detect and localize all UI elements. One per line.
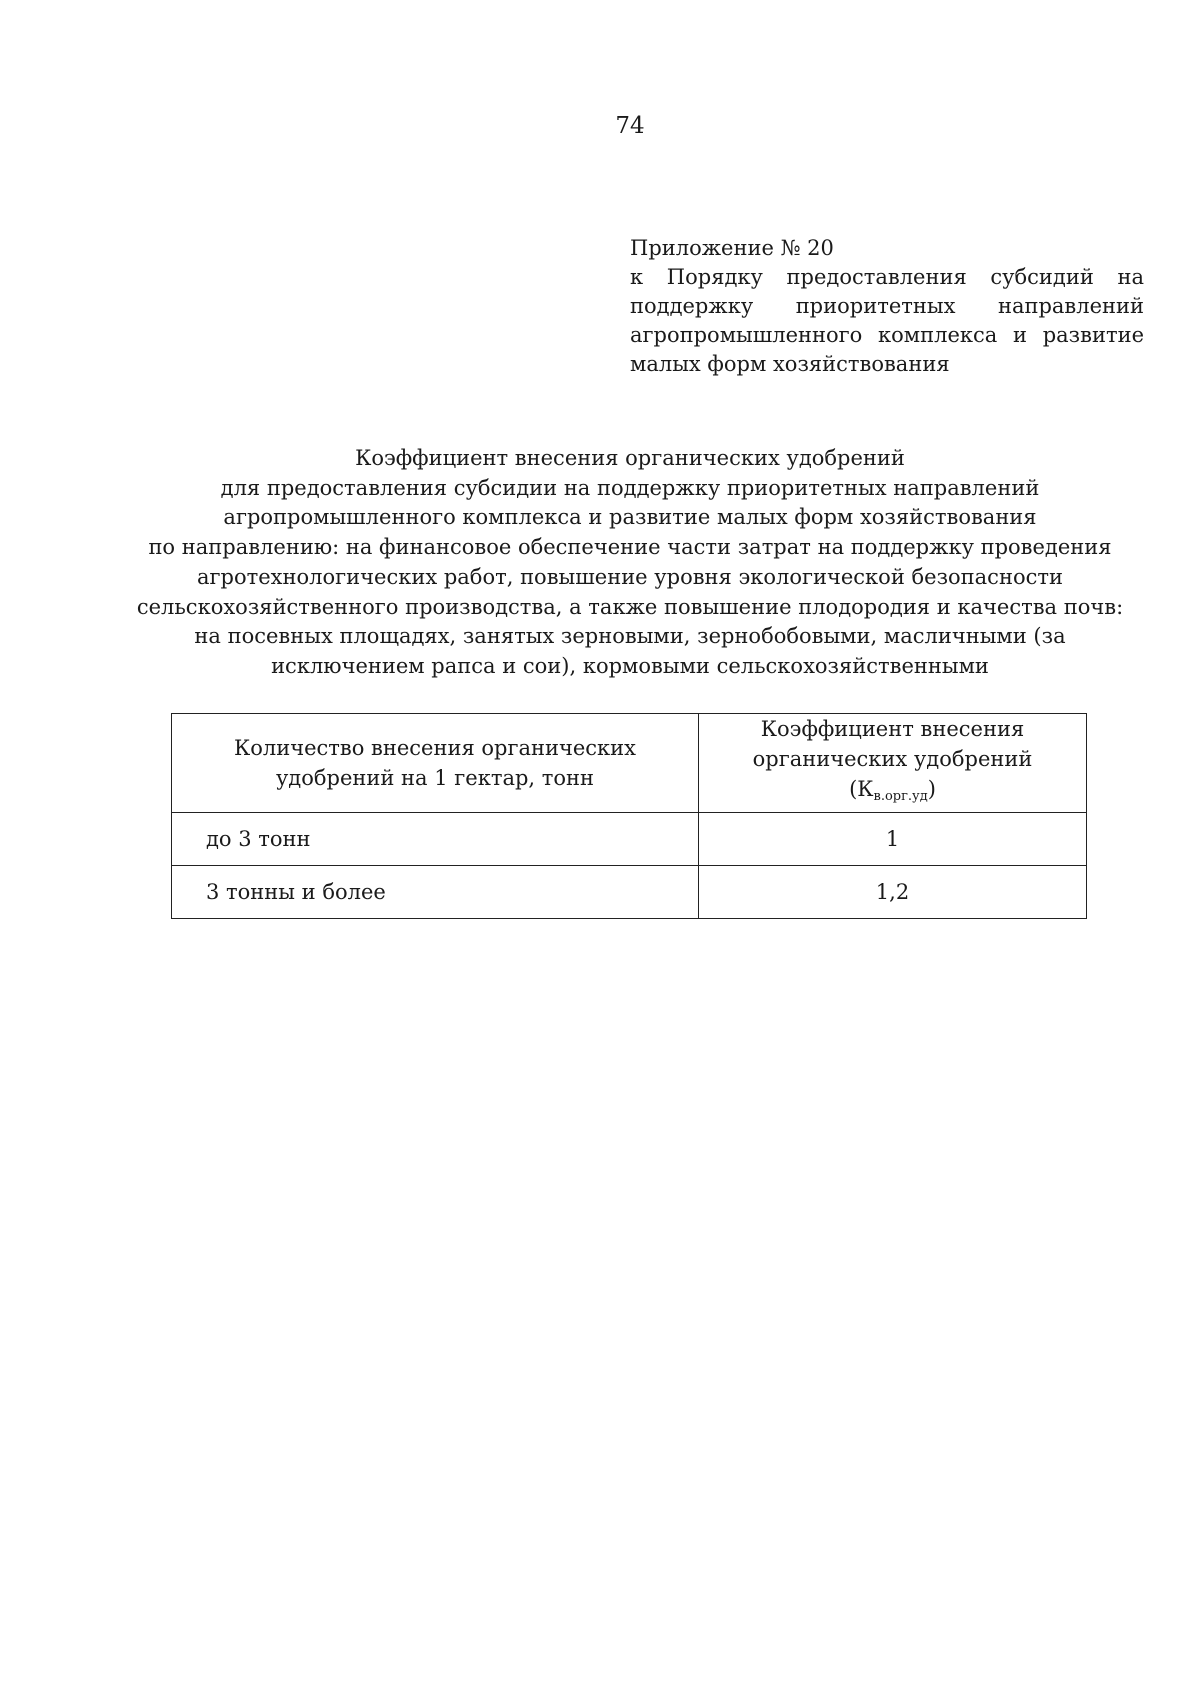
title-line: по направлению: на финансовое обеспечение части затрат на поддержку проведения bbox=[148, 535, 1112, 560]
table-row bbox=[172, 866, 1087, 919]
appendix-text: к Порядку предоставления субсидий на поддержку приоритетных направлений агропромышленного комплекса и развитие малых форм хозяйствования bbox=[630, 265, 1144, 376]
title-line: Коэффициент внесения органических удобрений bbox=[355, 446, 905, 470]
cell-coefficient: 1,2 bbox=[699, 866, 1087, 919]
title-line: агротехнологических работ, повышение уровня экологической безопасности bbox=[197, 564, 1063, 589]
title-line: на посевных площадях, занятых зерновыми, зернобобовыми, масличными (за bbox=[194, 624, 1066, 649]
table-row bbox=[172, 813, 1087, 866]
header-coefficient-subscript: в.орг.уд bbox=[873, 789, 928, 804]
coefficient-table bbox=[171, 713, 1087, 919]
header-coefficient-close: ) bbox=[927, 777, 936, 801]
header-amount: Количество внесения органических удобрений на 1 гектар, тонн bbox=[172, 714, 699, 813]
page-number: 74 bbox=[615, 113, 645, 139]
document-title bbox=[100, 444, 1160, 682]
header-coefficient bbox=[699, 714, 1087, 813]
appendix-block bbox=[630, 234, 1144, 379]
appendix-title: Приложение № 20 bbox=[630, 236, 834, 260]
title-line: агропромышленного комплекса и развитие малых форм хозяйствования bbox=[223, 505, 1037, 530]
cell-amount: до 3 тонн bbox=[172, 813, 699, 866]
title-line: сельскохозяйственного производства, а также повышение плодородия и качества почв: bbox=[136, 594, 1124, 619]
table-header-row bbox=[172, 714, 1087, 813]
header-coefficient-text: Коэффициент внесения органических удобрений (К bbox=[752, 717, 1033, 801]
cell-amount: 3 тонны и более bbox=[172, 866, 699, 919]
title-line: исключением рапса и сои), кормовыми сельскохозяйственными bbox=[271, 653, 989, 678]
cell-coefficient: 1 bbox=[699, 813, 1087, 866]
title-line: для предоставления субсидии на поддержку приоритетных направлений bbox=[220, 475, 1040, 500]
